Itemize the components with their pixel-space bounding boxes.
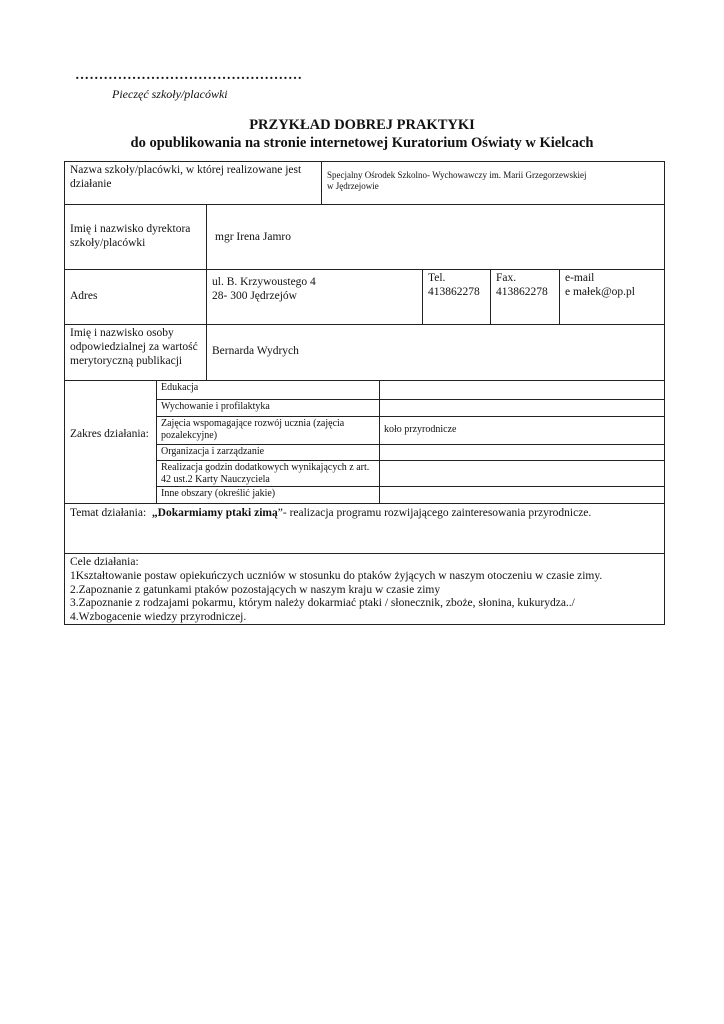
scope-value-wychowanie [379,399,665,417]
scope-item-label: Organizacja i zarządzanie [161,446,265,457]
fax-label: Fax. [496,272,517,284]
scope-value-edukacja [379,380,665,400]
scope-item-zajecia [156,416,380,445]
address-value-cell [206,269,423,325]
address-label: Adres [70,290,98,302]
goals-label: Cele działania: [70,556,139,568]
school-label-cell [64,161,322,205]
scope-item-inne [156,486,380,504]
scope-item-organizacja [156,444,380,461]
address-line1: ul. B. Krzywoustego 4 [212,276,316,288]
topic-description: ”- realizacja programu rozwijającego zainteresowania przyrodnicze. [277,507,592,519]
school-label: Nazwa szkoły/placówki, w której realizowane jest działanie [70,164,302,190]
tel-label: Tel. [428,272,446,284]
scope-value-zajecia [379,416,665,445]
goal-item: 1Kształtowanie postaw opiekuńczych uczniów w stosunku do ptaków żyjących w naszym otoczeniu w czasie zimy. [70,569,603,582]
scope-item-label: Inne obszary (określić jakie) [161,488,276,499]
scope-value-realizacja [379,460,665,487]
goals-cell [64,553,665,625]
scope-item-label: Wychowanie i profilaktyka [161,401,270,412]
director-value: mgr Irena Jamro [215,231,291,243]
goal-item: 3.Zapoznanie z rodzajami pokarmu, którym należy dokarmiać ptaki / słonecznik, zboże, słonina, kukurydza../ [70,597,575,610]
scope-item-wychowanie [156,399,380,417]
email-cell [559,269,665,325]
scope-item-value: koło przyrodnicze [384,424,457,435]
stamp-label: Pieczęć szkoły/placówki [112,87,228,101]
scope-item-edukacja [156,380,380,400]
person-label: Imię i nazwisko osoby odpowiedzialnej za wartość merytoryczną publikacji [70,327,198,367]
document-title: PRZYKŁAD DOBREJ PRAKTYKI [249,117,475,133]
person-value-cell [206,324,665,381]
topic-label: Temat działania: [70,507,147,519]
school-value-cell [321,161,665,205]
person-value: Bernarda Wydrych [212,345,299,357]
email-label: e-mail [565,272,595,284]
school-value-line2: w Jędrzejowie [327,181,379,192]
person-label-cell [64,324,207,381]
fax-value: 413862278 [496,285,548,298]
scope-label: Zakres działania: [70,428,149,440]
director-label-cell [64,204,207,270]
scope-item-label: Edukacja [161,382,199,393]
tel-value: 413862278 [428,285,480,298]
goal-item: 2.Zapoznanie z gatunkami ptaków pozostających w naszym kraju w czasie zimy [70,583,441,596]
director-value-cell [206,204,665,270]
scope-value-inne [379,486,665,504]
director-label: Imię i nazwisko dyrektora szkoły/placówki [70,223,191,249]
tel-cell [422,269,491,325]
topic-cell [64,503,665,554]
fax-cell [490,269,560,325]
scope-item-label: Zajęcia wspomagające rozwój ucznia (zajęcia pozalekcyjne) [161,418,345,441]
document-subtitle: do opublikowania na stronie internetowej Kuratorium Oświaty w Kielcach [130,135,594,151]
scope-label-cell [64,380,157,504]
address-label-cell [64,269,207,325]
address-line2: 28- 300 Jędrzejów [212,289,297,302]
scope-value-organizacja [379,444,665,461]
school-value-line1: Specjalny Ośrodek Szkolno- Wychowawczy im. Marii Grzegorzewskiej [327,170,587,180]
topic-title: „Dokarmiamy ptaki zimą [151,507,278,519]
stamp-dotted-line: ………………………………………… [75,68,303,83]
goal-item: 4.Wzbogacenie wiedzy przyrodniczej. [70,611,247,624]
email-value: e małek@op.pl [565,285,635,298]
scope-item-label: Realizacja godzin dodatkowych wynikających z art. 42 ust.2 Karty Nauczyciela [161,462,370,485]
scope-item-realizacja [156,460,380,487]
